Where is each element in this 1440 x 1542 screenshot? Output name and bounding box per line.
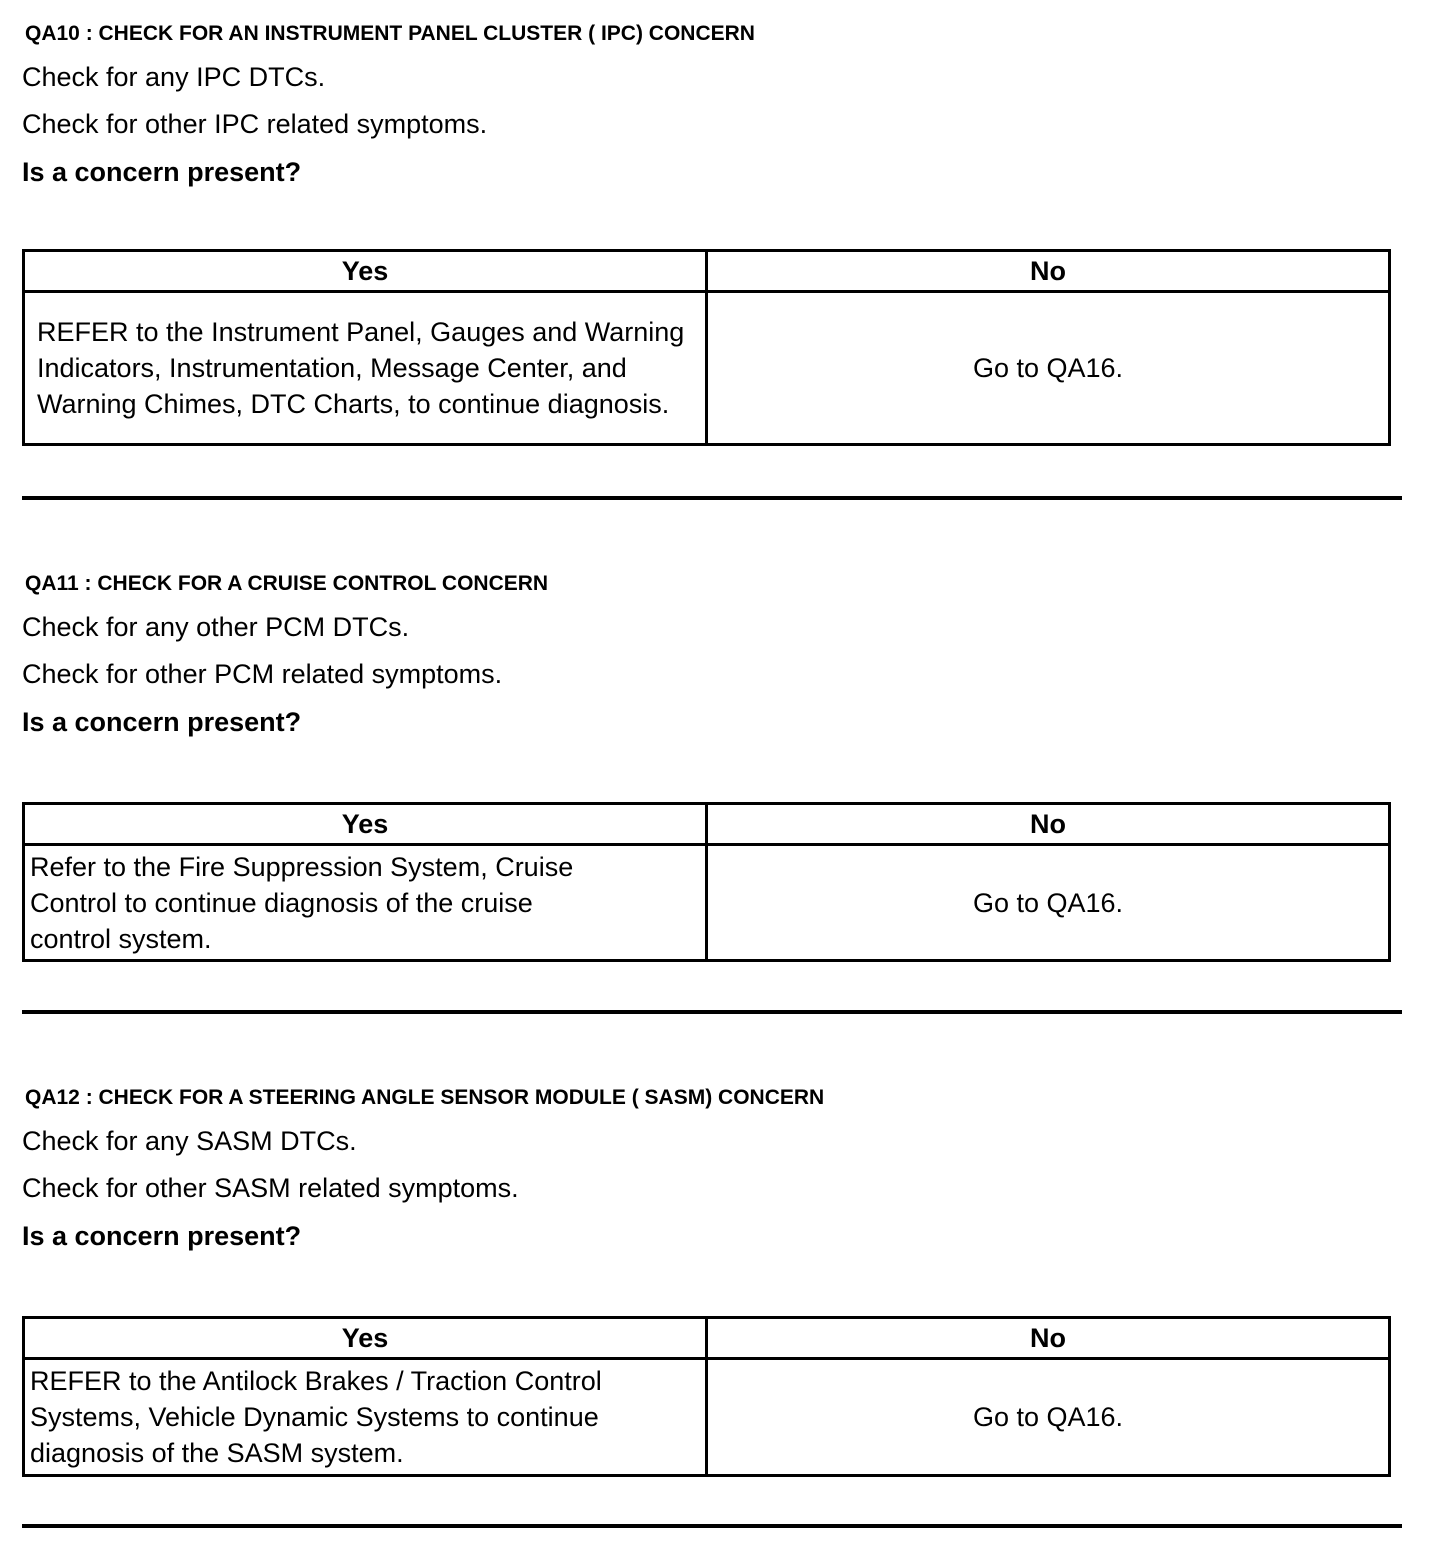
section-heading: QA12 : CHECK FOR A STEERING ANGLE SENSOR MODULE ( SASM) CONCERN xyxy=(25,1086,825,1109)
decision-table xyxy=(22,249,1391,446)
question: Is a concern present? xyxy=(22,707,302,737)
instruction-line: Check for other IPC related symptoms. xyxy=(22,109,488,139)
instruction-line: Check for any other PCM DTCs. xyxy=(22,612,410,642)
no-action: Go to QA16. xyxy=(707,1359,1390,1476)
section-divider xyxy=(22,1010,1402,1014)
question: Is a concern present? xyxy=(22,1221,302,1251)
question: Is a concern present? xyxy=(22,157,302,187)
no-header: No xyxy=(707,804,1390,845)
no-header: No xyxy=(707,1318,1390,1359)
no-action: Go to QA16. xyxy=(707,845,1390,961)
instruction-line: Check for other SASM related symptoms. xyxy=(22,1173,519,1203)
no-action: Go to QA16. xyxy=(707,292,1390,445)
yes-action: Refer to the Fire Suppression System, Cruise Control to continue diagnosis of the cruise control system. xyxy=(24,845,707,961)
decision-table xyxy=(22,802,1391,962)
yes-action: REFER to the Instrument Panel, Gauges and Warning Indicators, Instrumentation, Message Center, and Warning Chimes, DTC Charts, to continue diagnosis. xyxy=(24,292,707,445)
section-heading: QA11 : CHECK FOR A CRUISE CONTROL CONCERN xyxy=(25,572,549,595)
instruction-line: Check for other PCM related symptoms. xyxy=(22,659,503,689)
no-header: No xyxy=(707,251,1390,292)
instruction-line: Check for any IPC DTCs. xyxy=(22,62,326,92)
decision-table xyxy=(22,1316,1391,1477)
section-divider xyxy=(22,1524,1402,1528)
instruction-line: Check for any SASM DTCs. xyxy=(22,1126,357,1156)
section-heading: QA10 : CHECK FOR AN INSTRUMENT PANEL CLUSTER ( IPC) CONCERN xyxy=(25,22,755,45)
section-divider xyxy=(22,496,1402,500)
yes-header: Yes xyxy=(24,804,707,845)
yes-header: Yes xyxy=(24,251,707,292)
yes-header: Yes xyxy=(24,1318,707,1359)
yes-action: REFER to the Antilock Brakes / Traction Control Systems, Vehicle Dynamic Systems to continue diagnosis of the SASM system. xyxy=(24,1359,707,1476)
